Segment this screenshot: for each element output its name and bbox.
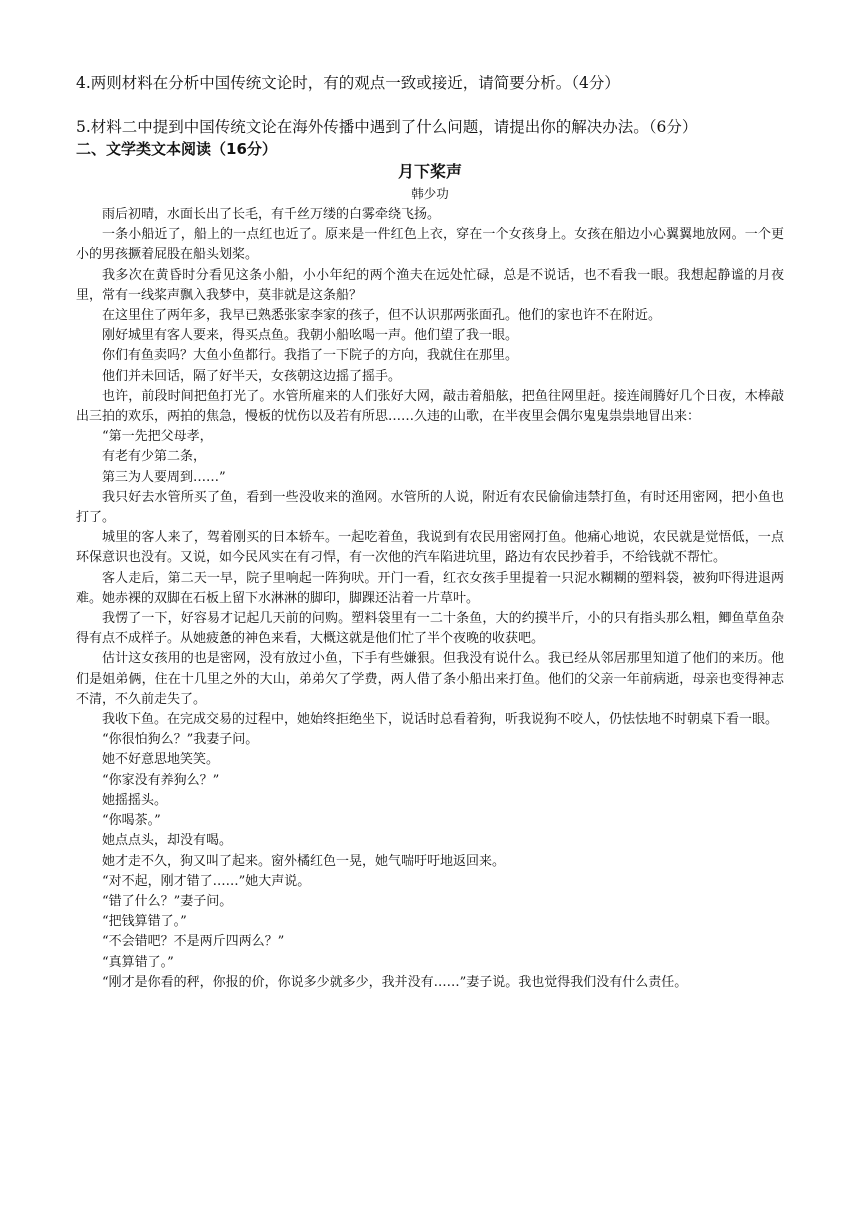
paragraph: 她才走不久，狗又叫了起来。窗外橘红色一晃，她气喘吁吁地返回来。 [102,853,506,869]
dialogue-line: “错了什么？”妻子问。 [102,893,233,909]
section-heading: 二、文学类文本阅读（16分） [76,140,277,158]
paragraph: 城里的客人来了，驾着刚买的日本轿车。一起吃着鱼，我说到有农民用密网打鱼。他痛心地说，农民就是觉悟低，一点环保意识也没有。又说，如今民风实在有刁悍，有一次他的汽车陷进坑里，路边有农民抄着手，不给钱就不帮忙。 [76,530,784,566]
paragraph: 我多次在黄昏时分看见这条小船，小小年纪的两个渔夫在远处忙碌，总是不说话，也不看我一眼。我想起静谧的月夜里，常有一线桨声飘入我梦中，莫非就是这条船？ [76,267,784,303]
dialogue-line: “真算错了。” [102,954,174,970]
paragraph: 我只好去水管所买了鱼，看到一些没收来的渔网。水管所的人说，附近有农民偷偷违禁打鱼，有时还用密网，把小鱼也打了。 [76,489,784,526]
paragraph: 她不好意思地笑笑。 [102,752,220,768]
song-line: “第一先把父母孝， [102,429,213,445]
paragraph: 雨后初晴，水面长出了长毛，有千丝万缕的白雾牵绕飞扬。 [102,207,441,222]
paragraph: 我收下鱼。在完成交易的过程中，她始终拒绝坐下，说话时总看着狗，听我说狗不咬人，仍怯怯地不时朝桌下看一眼。 [102,712,779,728]
paragraph: 我愣了一下，好容易才记起几天前的问购。塑料袋里有一二十条鱼，大的约摸半斤，小的只有指头那么粗，鲫鱼草鱼杂得有点不成样子。从她疲惫的神色来看，大概这就是他们忙了半个夜晚的收获吧。 [76,611,784,647]
dialogue-line: “把钱算错了。” [102,914,187,930]
dialogue-line: “不会错吧？不是两斤四两么？” [102,934,285,950]
exam-page [76,72,784,993]
paragraph: 在这里住了两年多，我早已熟悉张家李家的孩子，但不认识那两张面孔。他们的家也许不在附近。 [102,308,662,324]
paragraph: “刚才是你看的秤，你报的价，你说多少就多少，我并没有……”妻子说。我也觉得我们没有什么责任。 [102,974,688,990]
paragraph: 她点点头，却没有喝。 [102,833,233,849]
question-5: 5.材料二中提到中国传统文论在海外传播中遇到了什么问题，请提出你的解决办法。（6分） [76,118,698,136]
question-4: 4.两则材料在分析中国传统文论时，有的观点一致或接近，请简要分析。（4分） [76,74,620,92]
paragraph: 你们有鱼卖吗？大鱼小鱼都行。我指了一下院子的方向，我就住在那里。 [102,348,519,364]
paragraph: 她摇摇头。 [102,792,168,808]
paragraph: 也许，前段时间把鱼打光了。水管所雇来的人们张好大网，敲击着船舷，把鱼往网里赶。接连闹腾好几个日夜，木棒敲出三拍的欢乐，两拍的焦急，慢板的忧伤以及若有所思……久违的山歌，在半夜里会偶尔鬼鬼祟祟地冒出来： [76,388,784,425]
paragraph: 客人走后，第二天一早，院子里响起一阵狗吠。开门一看，红衣女孩手里提着一只泥水糊糊的塑料袋，被狗吓得进退两难。她赤裸的双脚在石板上留下水淋淋的脚印，脚踝还沾着一片草叶。 [76,570,784,606]
dialogue-line: “你很怕狗么？”我妻子问。 [102,732,259,748]
story-author: 韩少功 [411,186,449,201]
dialogue-line: “对不起，刚才错了……”她大声说。 [102,873,311,889]
story-body [76,205,784,993]
paragraph: 他们并未回话，隔了好半天，女孩朝这边摇了摇手。 [102,368,402,384]
paragraph: 一条小船近了，船上的一点红也近了。原来是一件红色上衣，穿在一个女孩身上。女孩在船边小心翼翼地放网。一个更小的男孩撅着屁股在船头划桨。 [76,227,784,263]
dialogue-line: “你喝茶。” [102,813,161,829]
song-line: 第三为人要周到……” [102,469,226,485]
story-title: 月下桨声 [397,162,462,181]
song-line: 有老有少第二条， [102,449,207,465]
paragraph: 估计这女孩用的也是密网，没有放过小鱼，下手有些嫌狠。但我没有说什么。我已经从邻居那里知道了他们的来历。他们是姐弟俩，住在十几里之外的大山，弟弟欠了学费，两人借了条小船出来打鱼。他们的父亲一年前病逝，母亲也变得神志不清，不久前走失了。 [76,651,784,707]
paragraph: 刚好城里有客人要来，得买点鱼。我朝小船吆喝一声。他们望了我一眼。 [102,328,519,344]
dialogue-line: “你家没有养狗么？” [102,772,220,788]
